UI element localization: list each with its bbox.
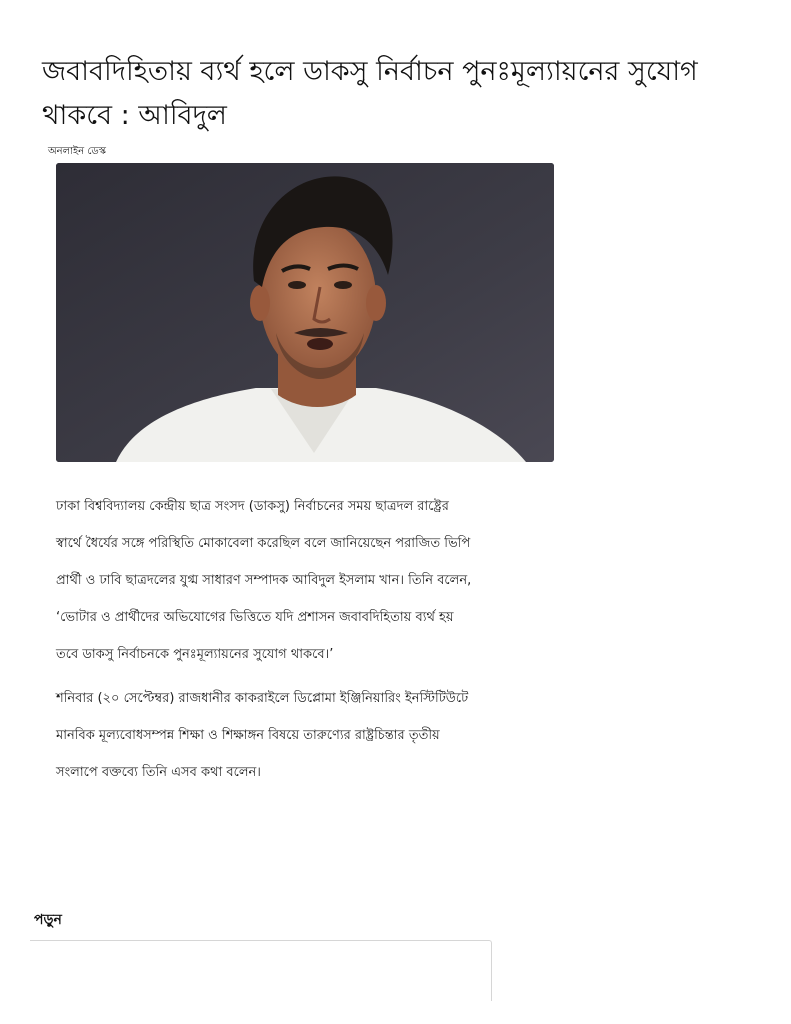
portrait-image [56,163,554,462]
article-byline: অনলাইন ডেস্ক [48,146,106,157]
article-paragraph: ঢাকা বিশ্ববিদ্যালয় কেন্দ্রীয় ছাত্র সংসদ (ডাকসু) নির্বাচনের সময় ছাত্রদল রাষ্ট্রের স্বার্থে ধৈর্যের সঙ্গে পরিস্থিতি মোকাবেলা করেছিল বলে জানিয়েছেন পরাজিত ভিপি প্রার্থী ও ঢাবি ছাত্রদলের যুগ্ম সাধারণ সম্পাদক আবিদুল ইসলাম খান। তিনি বলেন, ‘ভোটার ও প্রার্থীদের অভিযোগের ভিত্তিতে যদি প্রশাসন জবাবদিহিতায় ব্যর্থ হয় তবে ডাকসু নির্বাচনকে পুনঃমূল্যায়নের সুযোগ থাকবে।’ [56,499,472,662]
article-headline: জবাবদিহিতায় ব্যর্থ হলে ডাকসু নির্বাচন পুনঃমূল্যায়নের সুযোগ থাকবে : আবিদুল [42,56,698,131]
article-photo [56,163,554,462]
article-paragraph: শনিবার (২০ সেপ্টেম্বর) রাজধানীর কাকরাইলে ডিপ্লোমা ইঞ্জিনিয়ারিং ইনস্টিটিউটে মানবিক মূল্যবোধসম্পন্ন শিক্ষা ও শিক্ষাঙ্গন বিষয়ে তারুণ্যের রাষ্ট্রচিন্তার তৃতীয় সংলাপে বক্তব্যে তিনি এসব কথা বলেন। [56,691,469,780]
related-article-card[interactable] [30,940,492,1001]
article-body [56,488,476,791]
read-more-heading: পড়ুন [34,912,62,928]
